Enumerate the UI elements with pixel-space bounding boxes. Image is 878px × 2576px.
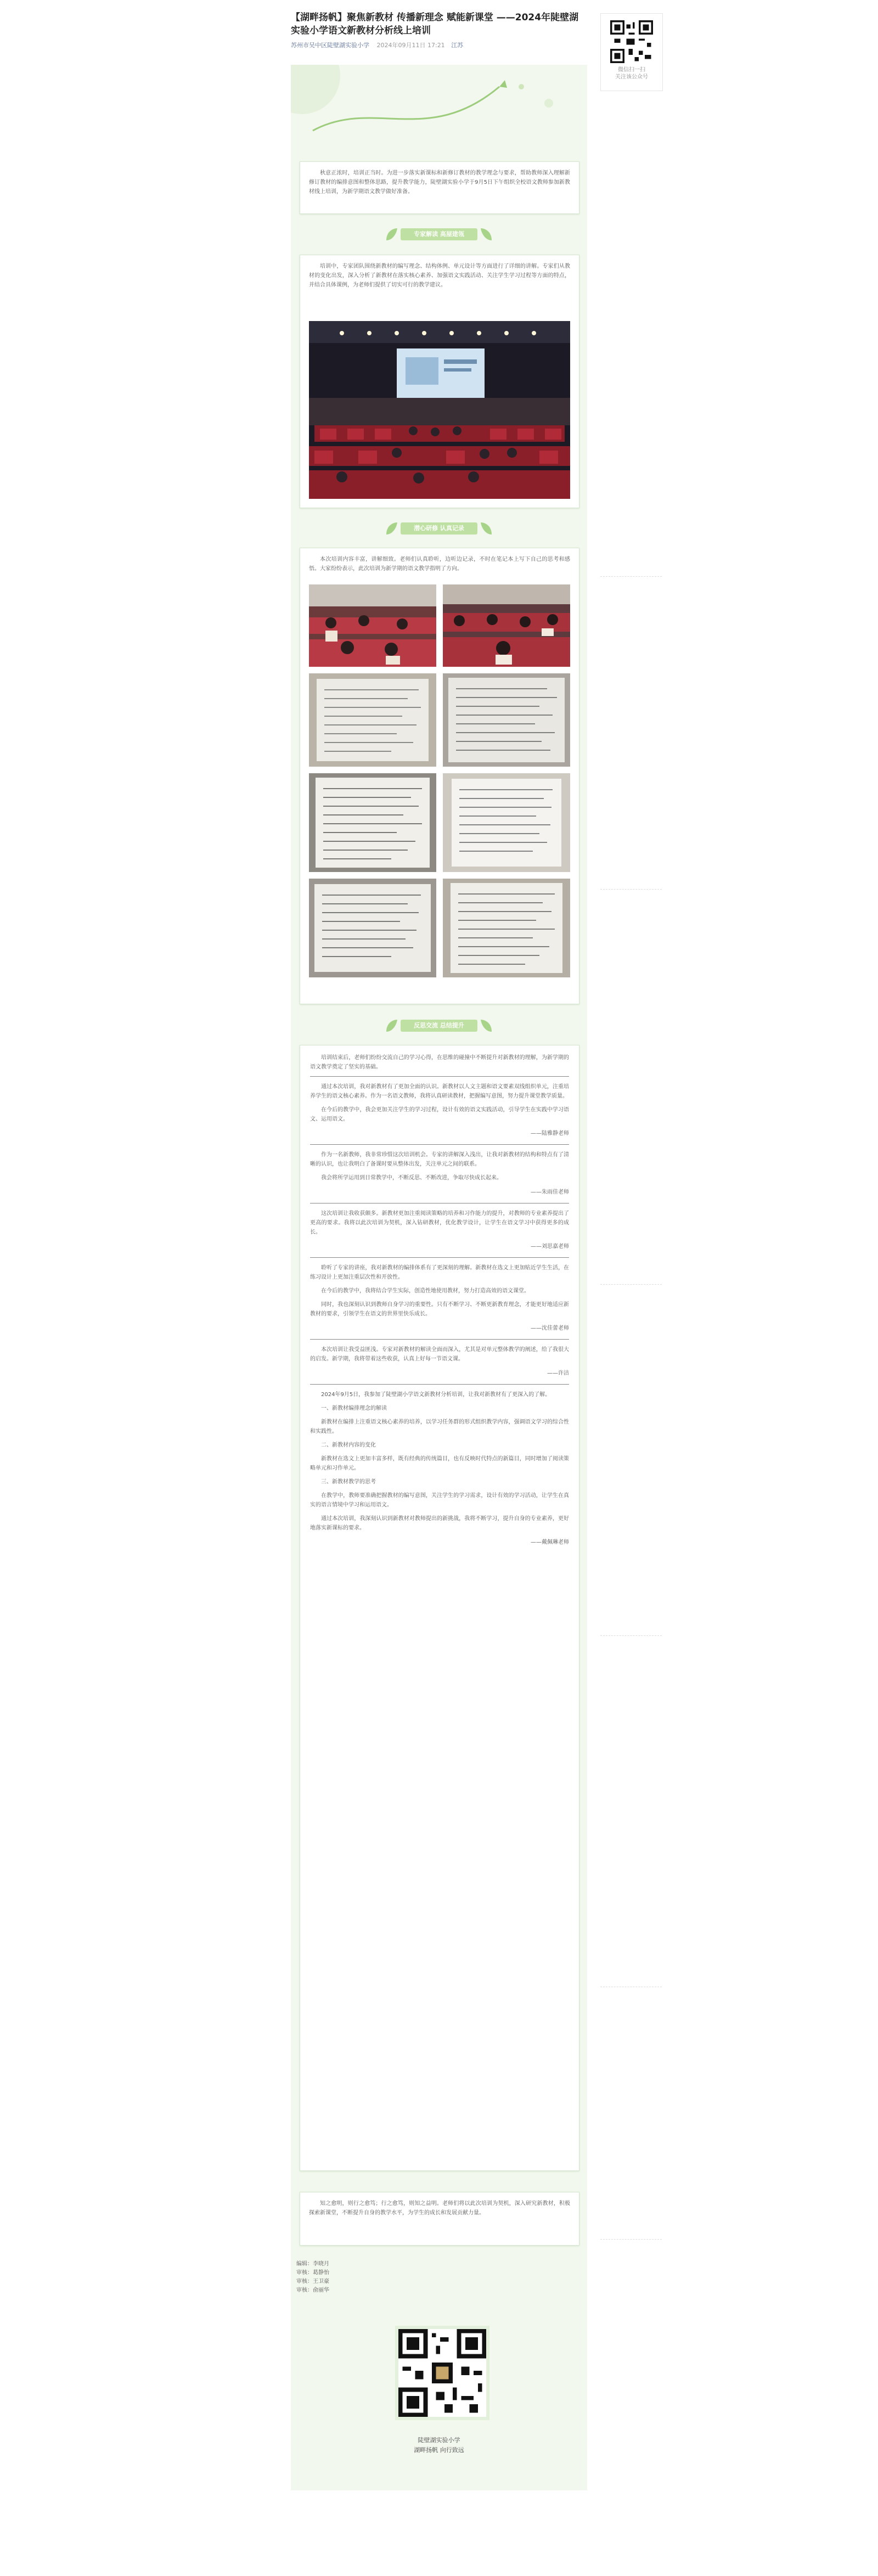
leaf-icon <box>384 1017 398 1034</box>
section3-card <box>300 1045 579 2171</box>
section2-text: 本次培训内容丰富，讲解细致。老师们认真聆听，边听边记录，不时在笔记本上写下自己的思考和感悟。大家纷纷表示，此次培训为新学期的语文教学指明了方向。 <box>309 556 570 572</box>
reflection-paragraph: 在今后的教学中，我将结合学生实际，创造性地使用教材，努力打造高效的语文课堂。 <box>321 1288 530 1294</box>
reflection-paragraph: 通过本次培训，我深刻认识到新教材对教师提出的新挑战，我将不断学习，提升自身的专业素养，更好地落实新课标的要求。 <box>310 1516 569 1531</box>
footer-text <box>291 2436 587 2455</box>
leaf-icon <box>384 520 398 537</box>
intro-text: 秋意正浓时，培训正当时。为进一步落实新课标和新修订教材的教学理念与要求，帮助教师深入理解新修订教材的编排意图和整体思路，提升教学能力，陡壁湖实验小学于9月5日下午组织全校语文教师参加新教材线上培训，为新学期语文教学做好准备。 <box>309 170 570 195</box>
reflection-paragraph: 2024年9月5日，我参加了陡壁湖小学语文新教材分析培训，让我对新教材有了更深入的了解。 <box>321 1392 551 1398</box>
reflection-paragraph: 通过本次培训，我对新教材有了更加全面的认识。新教材以人文主题和语文要素双线组织单元，注重培养学生的语文核心素养。作为一名语文教师，我将认真研读教材，把握编写意图，努力提升课堂教学质量。 <box>310 1084 569 1099</box>
footer-qr-code[interactable] <box>395 2326 489 2420</box>
side-qr-caption-1: 微信扫一扫 <box>618 67 645 73</box>
leaf-icon <box>480 520 494 537</box>
section-header-1 <box>384 226 494 243</box>
leaf-icon <box>384 226 398 243</box>
reflection-paragraph: 一、新教材编排理念的解读 <box>321 1405 387 1411</box>
divider <box>310 1384 569 1385</box>
publish-date: 2024年09月11日 17:21 <box>376 42 445 49</box>
leaf-icon <box>480 1017 494 1034</box>
reflection-signature: ——陆雅静老师 <box>531 1130 569 1137</box>
reflection-signature: ——刘思嘉老师 <box>531 1244 569 1250</box>
notes-photo <box>309 879 436 977</box>
side-qr-caption-2: 关注该公众号 <box>615 74 648 80</box>
reflection-paragraph: 我会将所学运用到日常教学中，不断反思、不断改进，争取尽快成长起来。 <box>321 1175 502 1181</box>
notes-photo <box>443 773 570 872</box>
credit-line: 审核：俞丽华 <box>296 2287 329 2293</box>
credits <box>296 2260 329 2295</box>
side-qr-panel[interactable] <box>600 13 663 91</box>
reflection-signature: ——戴佩琳老师 <box>531 1539 569 1545</box>
reflection-signature: ——沈佳蕾老师 <box>531 1325 569 1331</box>
divider <box>310 1257 569 1258</box>
side-divider <box>600 1284 662 1285</box>
closing-card <box>300 2192 579 2246</box>
account-name-link[interactable]: 苏州市吴中区陡壁湖实验小学 <box>291 42 369 49</box>
reflection-signature: ——朱雨佳老师 <box>531 1189 569 1195</box>
section-title: 反思交流 总结提升 <box>414 1022 464 1029</box>
notes-photo <box>443 879 570 977</box>
article-body <box>291 65 587 2490</box>
section1-card <box>300 255 579 508</box>
section2-card <box>300 548 579 1004</box>
reflection-paragraph: 作为一名新教师，我非常珍惜这次培训机会。专家的讲解深入浅出，让我对新教材的结构和特点有了清晰的认识，也让我明白了备课时要从整体出发，关注单元之间的联系。 <box>310 1152 569 1167</box>
side-divider <box>600 889 662 890</box>
section1-text: 培训中，专家团队围绕新教材的编写理念、结构体例、单元设计等方面进行了详细的讲解。专家们从教材的变化出发，深入分析了新教材在落实核心素养、加强语文实践活动、关注学生学习过程等方面的特点，并结合具体课例，为老师们提供了切实可行的教学建议。 <box>309 263 570 288</box>
reflection-paragraph: 聆听了专家的讲座，我对新教材的编排体系有了更深刻的理解。新教材在选文上更加贴近学生生活，在练习设计上更加注重层次性和开放性。 <box>310 1265 569 1280</box>
reflection-paragraph: 同时，我也深刻认识到教师自身学习的重要性。只有不断学习、不断更新教育理念，才能更好地适应新教材的要求，引领学生在语文的世界里快乐成长。 <box>310 1302 569 1317</box>
publish-location: 江苏 <box>451 42 464 49</box>
closing-text: 知之愈明，则行之愈笃；行之愈笃，则知之益明。老师们将以此次培训为契机，深入研究新教材，积极探索新课堂，不断提升自身的教学水平，为学生的成长和发展贡献力量。 <box>309 2201 570 2216</box>
divider <box>310 1339 569 1340</box>
footer-slogan: 湖畔扬帆 向行致远 <box>414 2446 464 2454</box>
reflection-paragraph: 新教材在选文上更加丰富多样，既有经典的传统篇目，也有反映时代特点的新篇目，同时增加了阅读策略单元和习作单元。 <box>310 1456 569 1471</box>
section-header-3 <box>384 1017 494 1034</box>
side-divider <box>600 576 662 577</box>
intro-card <box>300 161 579 214</box>
notes-photo <box>309 773 436 872</box>
article-meta <box>291 41 587 49</box>
leaf-icon <box>480 226 494 243</box>
credit-line: 审核：葛静怡 <box>296 2270 329 2276</box>
qr-code-icon <box>610 20 653 63</box>
reflection-paragraph: 在今后的教学中，我会更加关注学生的学习过程，设计有效的语文实践活动，引导学生在实践中学习语文、运用语文。 <box>310 1107 569 1122</box>
reflection-paragraph: 二、新教材内容的变化 <box>321 1442 376 1448</box>
lecture-hall-photo <box>309 321 570 499</box>
training-photo <box>309 584 436 667</box>
side-divider <box>600 1635 662 1636</box>
reflection-paragraph: 三、新教材教学的思考 <box>321 1479 376 1485</box>
top-decoration <box>291 65 587 153</box>
credit-line: 审核：王卫豪 <box>296 2279 329 2285</box>
notes-photo <box>309 673 436 767</box>
side-divider <box>600 2239 662 2240</box>
reflection-signature: ——许洁 <box>547 1370 569 1376</box>
section-title: 专家解读 高屋建瓴 <box>414 230 464 238</box>
reflection-paragraph: 这次培训让我收获颇多。新教材更加注重阅读策略的培养和习作能力的提升，对教师的专业素养提出了更高的要求。我将以此次培训为契机，深入钻研教材，优化教学设计，让学生在语文学习中获得更多的成长。 <box>310 1211 569 1235</box>
reflection-paragraph: 本次培训让我受益匪浅。专家对新教材的解读全面而深入，尤其是对单元整体教学的阐述，给了我很大的启发。新学期，我将带着这些收获，认真上好每一节语文课。 <box>310 1347 569 1362</box>
notes-photo <box>443 673 570 767</box>
training-photo <box>443 584 570 667</box>
section-title: 潜心研修 认真记录 <box>414 525 464 532</box>
section-header-2 <box>384 520 494 537</box>
divider <box>310 1076 569 1077</box>
footer-school: 陡壁湖实验小学 <box>418 2437 460 2444</box>
credit-line: 编辑：李晓月 <box>296 2261 329 2267</box>
reflection-paragraph: 新教材在编排上注重语文核心素养的培养，以学习任务群的形式组织教学内容，强调语文学习的综合性和实践性。 <box>310 1419 569 1435</box>
section3-intro: 培训结束后，老师们纷纷交流自己的学习心得，在思维的碰撞中不断提升对新教材的理解，为新学期的语文教学奠定了坚实的基础。 <box>310 1055 569 1070</box>
divider <box>310 1144 569 1145</box>
reflection-paragraph: 在教学中，教师要准确把握教材的编写意图，关注学生的学习需求，设计有效的学习活动，让学生在真实的语言情境中学习和运用语文。 <box>310 1493 569 1508</box>
article-title: 【湖畔扬帆】聚焦新教材 传播新理念 赋能新课堂 ——2024年陡壁湖实验小学语文新教材分析线上培训 <box>291 12 579 36</box>
